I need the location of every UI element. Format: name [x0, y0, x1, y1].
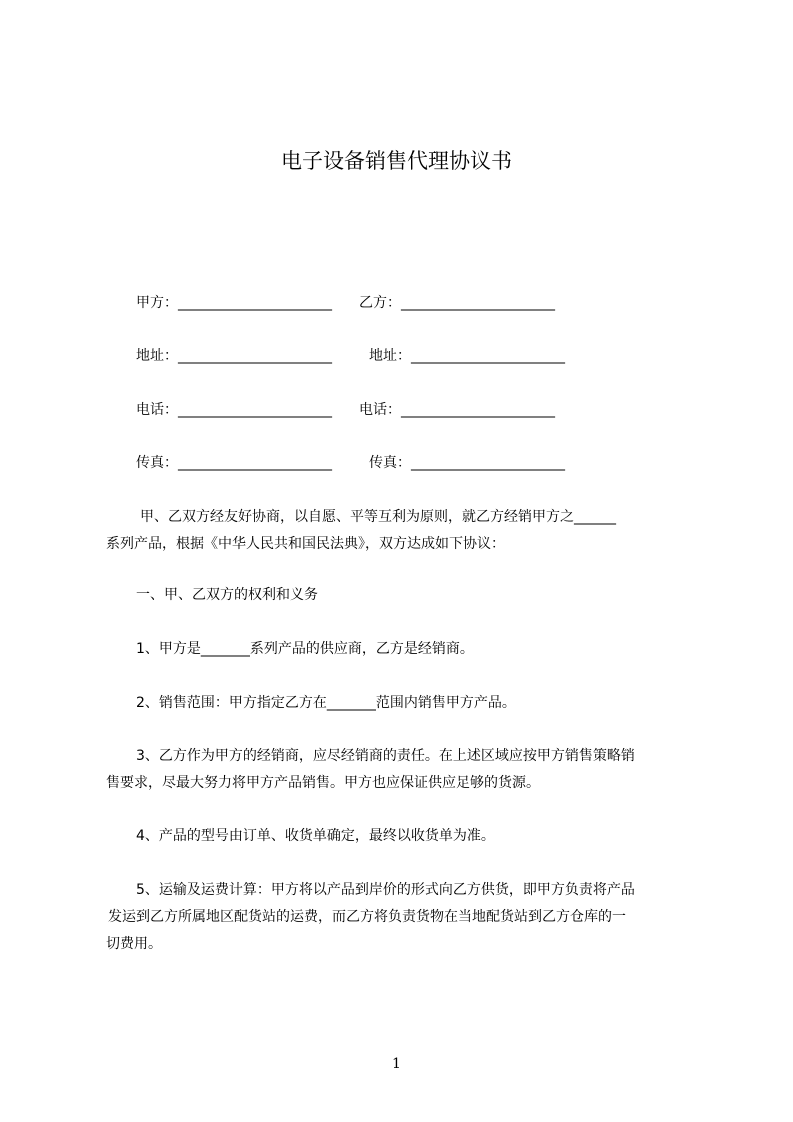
clause-3-line-2: 售要求，尽最大努力将甲方产品销售。甲方也应保证供应足够的货源。: [106, 775, 540, 791]
party-b-fax-field: 传真：______________________: [369, 455, 565, 471]
party-b-name-field: 乙方：______________________: [359, 295, 555, 311]
party-a-name-field: 甲方：______________________: [136, 295, 332, 311]
party-b-phone-field: 电话：______________________: [359, 402, 555, 418]
party-a-address-field: 地址：______________________: [136, 348, 332, 364]
intro-line-1: 甲、乙双方经友好协商，以自愿、平等互利为原则，就乙方经销甲方之______: [140, 509, 616, 525]
clause-1: 1、甲方是_______系列产品的供应商，乙方是经销商。: [136, 641, 474, 657]
clause-5-line-1: 5、运输及运费计算：甲方将以产品到岸价的形式向乙方供货，即甲方负责将产品: [136, 882, 635, 898]
intro-line-2: 系列产品，根据《中华人民共和国民法典》，双方达成如下协议：: [106, 536, 505, 552]
party-a-fax-field: 传真：______________________: [136, 455, 332, 471]
section-1-heading: 一、甲、乙双方的权利和义务: [136, 587, 318, 603]
clause-2: 2、销售范围：甲方指定乙方在_______范围内销售甲方产品。: [136, 695, 516, 711]
party-a-phone-field: 电话：______________________: [136, 402, 332, 418]
page-number: 1: [392, 1056, 401, 1072]
party-b-address-field: 地址：______________________: [369, 348, 565, 364]
document-title: 电子设备销售代理协议书: [281, 149, 512, 173]
clause-5-line-3: 切费用。: [106, 936, 162, 952]
clause-3-line-1: 3、乙方作为甲方的经销商，应尽经销商的责任。在上述区域应按甲方销售策略销: [136, 748, 635, 764]
clause-4: 4、产品的型号由订单、收货单确定，最终以收货单为准。: [136, 828, 495, 844]
clause-5-line-2: 发运到乙方所属地区配货站的运费，而乙方将负责货物在当地配货站到乙方仓库的一: [108, 909, 626, 925]
